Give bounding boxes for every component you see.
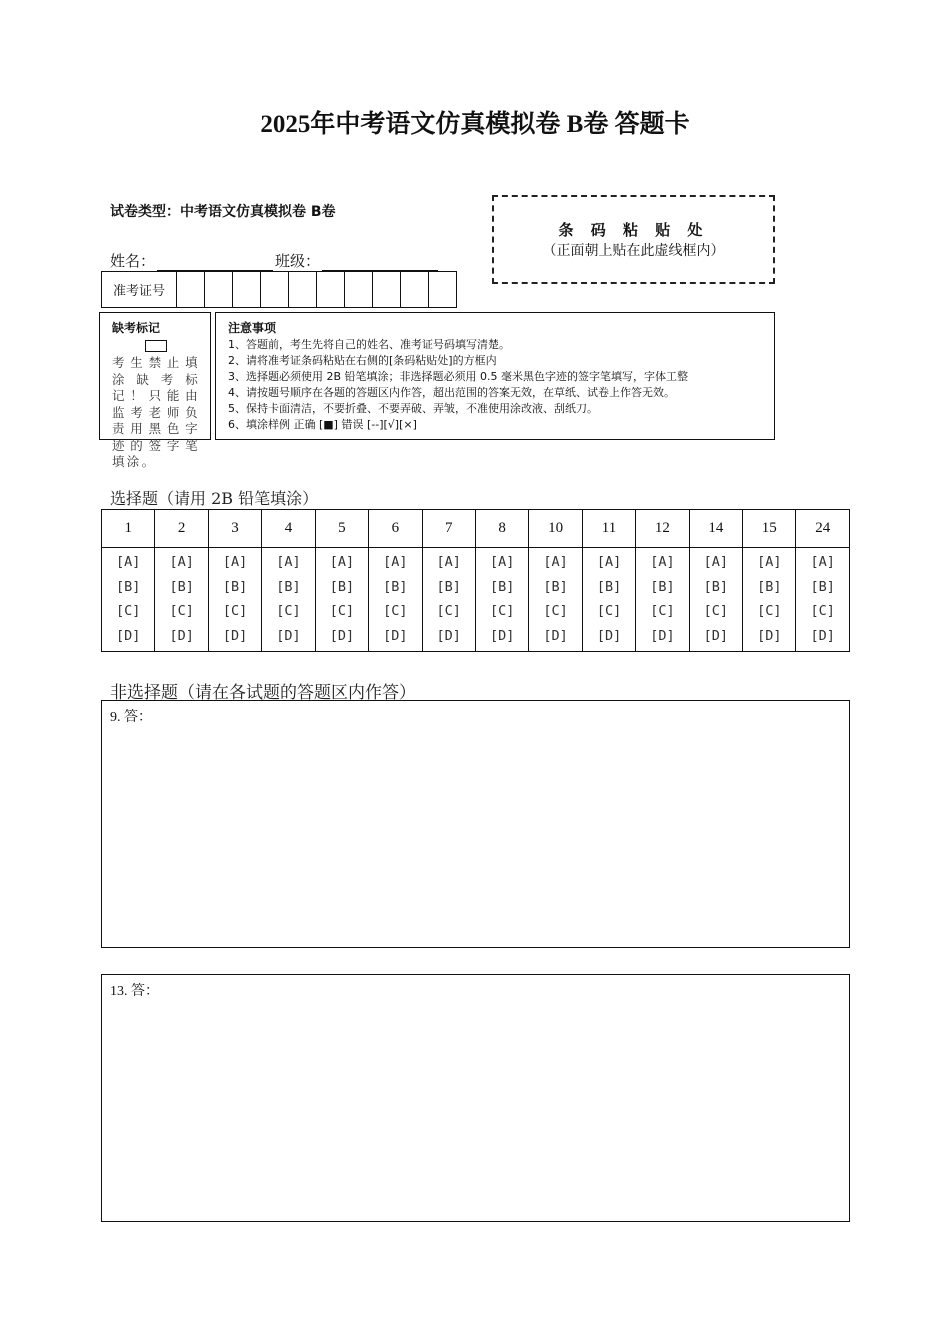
option-bubble[interactable]: [A] <box>810 554 835 570</box>
barcode-title: 条 码 粘 贴 处 <box>558 221 709 239</box>
option-bubble[interactable]: [B] <box>329 578 355 595</box>
answer-label: 13. 答： <box>110 984 159 999</box>
option-row <box>102 548 850 652</box>
option-bubble[interactable]: [B] <box>810 578 835 595</box>
option-bubble[interactable]: [A] <box>383 554 408 570</box>
option-bubble[interactable]: [A] <box>489 554 515 570</box>
notes-item: 2、请将准考证条码粘贴在右侧的[条码粘贴处]的方框内 <box>228 354 497 367</box>
option-bubble[interactable]: [D] <box>276 627 301 644</box>
barcode-area <box>492 195 775 284</box>
question-options <box>208 548 261 652</box>
question-number: 10 <box>529 510 582 548</box>
option-bubble[interactable]: [D] <box>596 627 622 644</box>
exam-id-box[interactable] <box>205 272 233 307</box>
question-options <box>743 548 796 652</box>
question-number: 14 <box>689 510 742 548</box>
option-bubble[interactable]: [A] <box>596 554 622 570</box>
option-bubble[interactable]: [D] <box>436 627 461 644</box>
student-info-row <box>110 250 440 271</box>
non-choice-section-label: 非选择题（请在各试题的答题区内作答） <box>110 683 416 703</box>
exam-id-box[interactable] <box>345 272 373 307</box>
option-bubble[interactable]: [B] <box>703 578 729 595</box>
option-bubble[interactable]: [C] <box>543 603 568 619</box>
choice-answer-grid <box>101 509 850 652</box>
name-field[interactable] <box>157 252 273 271</box>
option-bubble[interactable]: [D] <box>169 627 194 644</box>
option-bubble[interactable]: [D] <box>329 627 355 644</box>
name-label: 姓名： <box>110 252 156 270</box>
question-number: 1 <box>102 510 155 548</box>
option-bubble[interactable]: [B] <box>596 578 622 595</box>
option-bubble[interactable]: [B] <box>489 578 515 595</box>
option-bubble[interactable]: [D] <box>383 627 408 644</box>
absent-mark-checkbox[interactable] <box>145 340 167 352</box>
exam-id-box[interactable] <box>261 272 289 307</box>
question-number: 3 <box>208 510 261 548</box>
option-bubble[interactable]: [A] <box>650 554 675 570</box>
option-bubble[interactable]: [D] <box>810 627 835 644</box>
option-bubble[interactable]: [D] <box>222 627 248 644</box>
exam-id-box[interactable] <box>401 272 429 307</box>
option-bubble[interactable]: [A] <box>116 554 141 570</box>
option-bubble[interactable]: [A] <box>703 554 729 570</box>
question-options <box>529 548 582 652</box>
option-bubble[interactable]: [B] <box>276 578 301 595</box>
absent-mark-title: 缺考标记 <box>112 321 161 335</box>
option-bubble[interactable]: [C] <box>116 603 141 619</box>
absent-mark-panel <box>99 312 211 469</box>
option-bubble[interactable]: [B] <box>650 578 675 595</box>
option-bubble[interactable]: [A] <box>436 554 461 570</box>
exam-id-box[interactable] <box>317 272 345 307</box>
question-number: 12 <box>636 510 689 548</box>
option-bubble[interactable]: [D] <box>650 627 675 644</box>
question-number: 6 <box>369 510 422 548</box>
option-bubble[interactable]: [C] <box>596 603 622 619</box>
notes-panel <box>215 312 775 440</box>
notes-title: 注意事项 <box>228 321 277 335</box>
question-options <box>689 548 742 652</box>
question-options <box>636 548 689 652</box>
paper-type: 试卷类型：中考语文仿真模拟卷 B卷 <box>110 204 336 220</box>
question-number-row <box>102 510 850 548</box>
notes-item: 4、请按题号顺序在各题的答题区内作答，超出范围的答案无效，在草纸、试卷上作答无效。 <box>228 386 675 399</box>
option-bubble[interactable]: [C] <box>329 603 355 619</box>
question-options <box>475 548 528 652</box>
question-options <box>582 548 635 652</box>
option-bubble[interactable]: [C] <box>276 603 301 619</box>
option-bubble[interactable]: [A] <box>169 554 194 570</box>
option-bubble[interactable]: [B] <box>383 578 408 595</box>
answer-area-13[interactable] <box>101 974 850 1222</box>
exam-id-box[interactable] <box>373 272 401 307</box>
answer-area-9[interactable] <box>101 700 850 948</box>
option-bubble[interactable]: [C] <box>703 603 729 619</box>
option-bubble[interactable]: [B] <box>169 578 194 595</box>
option-bubble[interactable]: [A] <box>543 554 568 570</box>
option-bubble[interactable]: [D] <box>116 627 141 644</box>
option-bubble[interactable]: [C] <box>383 603 408 619</box>
option-bubble[interactable]: [A] <box>222 554 248 570</box>
question-number: 2 <box>155 510 208 548</box>
class-label: 班级： <box>275 252 321 270</box>
notes-item: 3、选择题必须使用 2B 铅笔填涂；非选择题必须用 0.5 毫米黑色字迹的签字笔填写，字体工整 <box>228 370 689 383</box>
question-options <box>422 548 475 652</box>
option-bubble[interactable]: [B] <box>116 578 141 595</box>
option-bubble[interactable]: [B] <box>543 578 568 595</box>
question-options <box>262 548 315 652</box>
option-bubble[interactable]: [C] <box>436 603 461 619</box>
option-bubble[interactable]: [A] <box>276 554 301 570</box>
question-number: 11 <box>582 510 635 548</box>
absent-mark-instructions: 考生禁止填涂缺考标记！只能由监考老师负责用黑色字迹的签字笔填涂。 <box>112 355 200 469</box>
exam-id-box[interactable] <box>289 272 317 307</box>
answer-label: 9. 答： <box>110 710 152 725</box>
option-bubble[interactable]: [C] <box>810 603 835 619</box>
option-bubble[interactable]: [B] <box>757 578 782 595</box>
option-bubble[interactable]: [C] <box>650 603 675 619</box>
question-number: 24 <box>796 510 850 548</box>
question-options <box>155 548 208 652</box>
question-options <box>315 548 368 652</box>
barcode-subtitle: （正面朝上贴在此虚线框内） <box>542 243 725 259</box>
notes-item: 6、填涂样例 正确 [■] 错误 [--][√][×] <box>228 418 417 431</box>
question-number: 4 <box>262 510 315 548</box>
exam-id-box[interactable] <box>177 272 205 307</box>
question-options <box>369 548 422 652</box>
notes-item: 1、答题前，考生先将自己的姓名、准考证号码填写清楚。 <box>228 338 510 351</box>
option-bubble[interactable]: [D] <box>543 627 568 644</box>
option-bubble[interactable]: [A] <box>757 554 782 570</box>
exam-id-box[interactable] <box>429 272 456 307</box>
exam-id-box[interactable] <box>233 272 261 307</box>
notes-item: 5、保持卡面清洁，不要折叠、不要弄破、弄皱，不准使用涂改液、刮纸刀。 <box>228 402 598 415</box>
question-options <box>102 548 155 652</box>
class-field[interactable] <box>322 252 438 271</box>
option-bubble[interactable]: [D] <box>703 627 729 644</box>
question-options <box>796 548 850 652</box>
question-number: 8 <box>475 510 528 548</box>
option-bubble[interactable]: [A] <box>329 554 355 570</box>
option-bubble[interactable]: [D] <box>489 627 515 644</box>
exam-id-row <box>101 271 457 308</box>
option-bubble[interactable]: [C] <box>222 603 248 619</box>
choice-section-label: 选择题（请用 2B 铅笔填涂） <box>110 489 319 508</box>
option-bubble[interactable]: [D] <box>757 627 782 644</box>
page-title: 2025年中考语文仿真模拟卷 B卷 答题卡 <box>260 111 690 138</box>
option-bubble[interactable]: [B] <box>436 578 461 595</box>
option-bubble[interactable]: [C] <box>489 603 515 619</box>
question-number: 15 <box>743 510 796 548</box>
exam-id-label: 准考证号 <box>102 272 177 307</box>
option-bubble[interactable]: [C] <box>169 603 194 619</box>
question-number: 7 <box>422 510 475 548</box>
question-number: 5 <box>315 510 368 548</box>
option-bubble[interactable]: [B] <box>222 578 248 595</box>
option-bubble[interactable]: [C] <box>757 603 782 619</box>
